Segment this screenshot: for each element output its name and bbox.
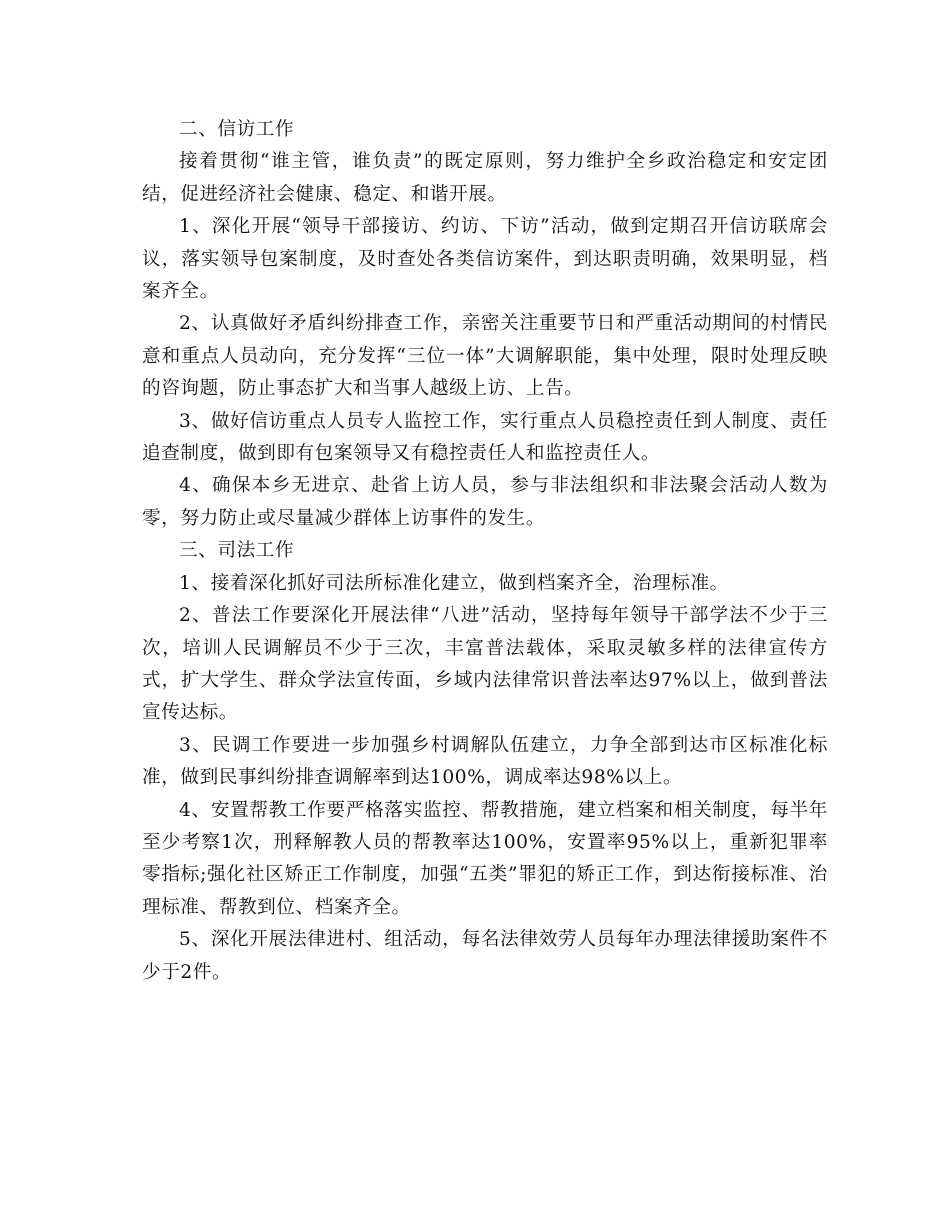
document-body	[142, 114, 828, 989]
paragraph: 4、确保本乡无进京、赴省上访人员，参与非法组织和非法聚会活动人数为零，努力防止或尽量减少群体上访事件的发生。	[142, 475, 828, 529]
section-heading-petition: 二、信访工作	[179, 119, 295, 140]
section-heading-judicial: 三、司法工作	[179, 540, 295, 562]
paragraph: 1、深化开展“领导干部接访、约访、下访”活动，做到定期召开信访联席会议，落实领导包案制度，及时查处各类信访案件，到达职责明确，效果明显，档案齐全。	[142, 216, 828, 303]
paragraph: 2、普法工作要深化开展法律“八进”活动，坚持每年领导干部学法不少于三次，培训人民调解员不少于三次，丰富普法载体，采取灵敏多样的法律宣传方式，扩大学生、群众学法宣传面，乡域内法律常识普法率达97%以上，做到普法宣传达标。	[142, 605, 828, 724]
paragraph: 4、安置帮教工作要严格落实监控、帮教措施，建立档案和相关制度，每半年至少考察1次，刑释解教人员的帮教率达100%，安置率95%以上，重新犯罪率零指标;强化社区矫正工作制度，加强“五类”罪犯的矫正工作，到达衔接标准、治理标准、帮教到位、档案齐全。	[142, 799, 828, 918]
paragraph: 1、接着深化抓好司法所标准化建立，做到档案齐全，治理标准。	[179, 572, 729, 594]
paragraph: 接着贯彻“谁主管，谁负责”的既定原则，努力维护全乡政治稳定和安定团结，促进经济社会健康、稳定、和谐开展。	[142, 151, 828, 205]
paragraph: 2、认真做好矛盾纠纷排查工作，亲密关注重要节日和严重活动期间的村情民意和重点人员动向，充分发挥“三位一体”大调解职能，集中处理，限时处理反映的咨询题，防止事态扩大和当事人越级上访、上告。	[142, 313, 828, 400]
paragraph: 5、深化开展法律进村、组活动，每名法律效劳人员每年办理法律援助案件不少于2件。	[142, 929, 828, 983]
paragraph: 3、做好信访重点人员专人监控工作，实行重点人员稳控责任到人制度、责任追查制度，做到即有包案领导又有稳控责任人和监控责任人。	[142, 410, 828, 465]
paragraph: 3、民调工作要进一步加强乡村调解队伍建立，力争全部到达市区标准化标准，做到民事纠纷排查调解率到达100%，调成率达98%以上。	[142, 734, 828, 789]
